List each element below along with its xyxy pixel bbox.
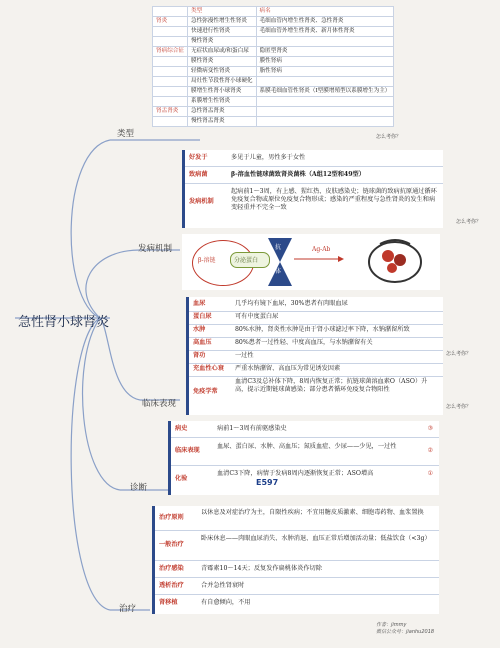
clinical-text: 血清C3及总补体下降，8周内恢复正常；抗链球菌溶血素O（ASO）升高，提示近期链球菌感染；部分患者循环免疫复合物阳性 (235, 378, 428, 393)
arrow-icon (294, 254, 344, 264)
diag-mark-2: ① (427, 470, 433, 477)
treat-text-0: 以休息及对症治疗为主，自限性疾病；不宜用糖皮质激素、细胞毒药物、血浆置换 (201, 509, 424, 516)
type-table-row (153, 17, 394, 27)
type-table-row (153, 87, 394, 97)
type-cell: 急性肾盂肾炎 (187, 107, 256, 117)
type-table-row (153, 47, 394, 57)
clinical-label: 充血性心衰 (193, 365, 224, 372)
type-table-row (153, 107, 394, 117)
diagram-antibody: 抗 (275, 244, 282, 251)
clinical-text: 80%患者一过性轻、中度高血压，与水钠潴留有关 (235, 339, 373, 346)
treat-text-4: 有自愈倾向，不用 (201, 599, 251, 606)
patho-text-0: 多见于儿童，男性多于女性 (231, 154, 306, 161)
root-title: 急性肾小球肾炎 (18, 315, 110, 330)
type-table-row (153, 67, 394, 77)
type-cell: 毛细血管内增生性肾炎、急性肾炎 (256, 17, 394, 27)
diag-label-1: 临床表现 (175, 447, 200, 454)
footer-account: 微信公众号：jianhu2018 (376, 629, 435, 635)
type-table-row (153, 27, 394, 37)
clinical-text: 可有中度蛋白尿 (235, 313, 279, 320)
footer-author: 作者：jimmy (376, 622, 407, 628)
diag-text-0: 病前1～3周有前驱感染史 (217, 425, 287, 432)
type-group-cell (153, 97, 188, 107)
diag-label-0: 病史 (175, 425, 188, 432)
clinical-panel (186, 297, 443, 415)
type-note: 怎么考你？ (376, 134, 402, 140)
type-cell: 无症状血尿或/和蛋白尿 (187, 47, 256, 57)
type-cell: 脂性肾病 (256, 67, 394, 77)
type-cell: 膜性肾炎 (187, 57, 256, 67)
clinical-text: 一过性 (235, 352, 254, 359)
diag-text-2: 血清C3下降，病情于发病8周内逐渐恢复正常；ASO增高 (217, 470, 374, 477)
type-head-cell: 类型 (187, 7, 256, 17)
type-group-cell (153, 67, 188, 77)
diagram-protein: 分泌蛋白 (234, 257, 259, 264)
type-table (152, 6, 394, 127)
diagnosis-code: E597 (256, 478, 279, 487)
type-cell (256, 77, 394, 87)
type-table-row (153, 57, 394, 67)
type-cell: 系膜增生性肾炎 (187, 97, 256, 107)
type-group-cell (153, 87, 188, 97)
type-table-row (153, 37, 394, 47)
type-table-head (153, 7, 394, 17)
treat-text-1: 卧床休息——肉眼血尿消失、水肿消退、血压正常后增加活动量；低盐饮食（<3g） (201, 535, 431, 542)
clinical-label: 蛋白尿 (193, 313, 212, 320)
type-cell: 毛细血管外增生性肾炎、新月体性肾炎 (256, 27, 394, 37)
clinical-label: 肾功 (193, 352, 206, 359)
type-cell (256, 97, 394, 107)
diag-mark-1: ② (427, 447, 433, 454)
type-group-cell (153, 77, 188, 87)
branch-pathogenesis: 发病机制 (138, 244, 173, 254)
treatment-panel (152, 506, 439, 614)
type-cell: 轻微病变性肾炎 (187, 67, 256, 77)
type-group-cell (153, 27, 188, 37)
branch-diagnosis: 诊断 (130, 483, 148, 493)
treat-text-2: 青霉素10～14天；反复发作扁桃体炎作切除 (201, 565, 322, 572)
branch-clinical: 临床表现 (142, 399, 177, 409)
type-table-row (153, 77, 394, 87)
branch-treatment: 治疗 (119, 604, 137, 614)
diagram-complex: Ag-Ab (312, 246, 331, 253)
diagram-antibody2: 体 (275, 268, 282, 275)
glomerulus-icon (360, 236, 430, 288)
type-cell (256, 107, 394, 117)
pathogenesis-diagram (182, 234, 440, 290)
type-group-cell (153, 117, 188, 127)
type-group-cell: 肾炎 (153, 17, 188, 27)
patho-note: 怎么考你？ (456, 219, 482, 225)
clinical-note-2: 怎么考你？ (446, 404, 472, 410)
type-cell: 慢性肾炎 (187, 37, 256, 47)
treat-label-1: 一般治疗 (159, 541, 184, 548)
type-group-cell (153, 37, 188, 47)
type-cell: 慢性肾盂肾炎 (187, 117, 256, 127)
type-cell: 快速进行性肾炎 (187, 27, 256, 37)
patho-label-0: 好发于 (189, 154, 208, 161)
branch-type: 类型 (117, 129, 135, 139)
clinical-note-1: 怎么考你？ (446, 351, 472, 357)
type-group-cell: 肾病综合征 (153, 47, 188, 57)
type-cell: 隐匿型肾炎 (256, 47, 394, 57)
type-table-row (153, 117, 394, 127)
type-cell: 急性弥漫性增生性肾炎 (187, 17, 256, 27)
patho-text-1: β-溶血性链球菌致肾炎菌株（A组12型和49型） (231, 171, 365, 178)
type-head-cell (153, 7, 188, 17)
patho-text-2: 起病前1～3周，有上感、猩红热、皮肤感染史；链球菌的致病抗原通过循环免疫复合物或原位免疫复合物形成；感染的严重程度与急性肾炎的发生和病变轻重并不完全一致 (231, 188, 437, 211)
type-cell (256, 37, 394, 47)
treat-text-3: 合并急性肾衰时 (201, 582, 245, 589)
type-cell: 系膜毛细血管性肾炎（I型膜增殖型以系膜增生为主） (256, 87, 394, 97)
treat-label-3: 透析治疗 (159, 582, 184, 589)
diag-text-1: 血尿、蛋白尿、水肿、高血压；氮质血症、少尿——少见，一过性 (217, 443, 397, 450)
clinical-label: 免疫学常 (193, 388, 218, 395)
treat-label-4: 肾移植 (159, 599, 178, 606)
clinical-label: 血尿 (193, 300, 206, 307)
clinical-label: 高血压 (193, 339, 212, 346)
patho-label-1: 致病菌 (189, 171, 208, 178)
treat-label-2: 治疗感染 (159, 565, 184, 572)
type-table-row (153, 97, 394, 107)
type-head-cell: 病名 (256, 7, 394, 17)
type-group-cell: 肾盂肾炎 (153, 107, 188, 117)
diagnosis-panel (168, 421, 439, 495)
clinical-text: 几乎均有镜下血尿，30%患者有肉眼血尿 (235, 300, 348, 307)
diagram-antigen: β-溶链 (198, 257, 216, 264)
clinical-label: 水肿 (193, 326, 206, 333)
footer (376, 622, 434, 636)
clinical-text: 80%水肿，肾炎性水肿是由于肾小球滤过率下降，水钠潴留所致 (235, 326, 410, 333)
type-cell (256, 117, 394, 127)
type-cell: 局灶性节段性肾小球硬化 (187, 77, 256, 87)
type-cell: 膜性肾病 (256, 57, 394, 67)
diag-mark-0: ③ (427, 425, 433, 432)
clinical-text: 严重水钠潴留、高血压为常见诱发因素 (235, 365, 341, 372)
type-group-cell (153, 57, 188, 67)
patho-label-2: 发病机制 (189, 198, 214, 205)
treat-label-0: 治疗原则 (159, 514, 184, 521)
diag-label-2: 化验 (175, 475, 188, 482)
pathogenesis-panel (182, 150, 443, 228)
type-cell: 膜增生性肾小球肾炎 (187, 87, 256, 97)
